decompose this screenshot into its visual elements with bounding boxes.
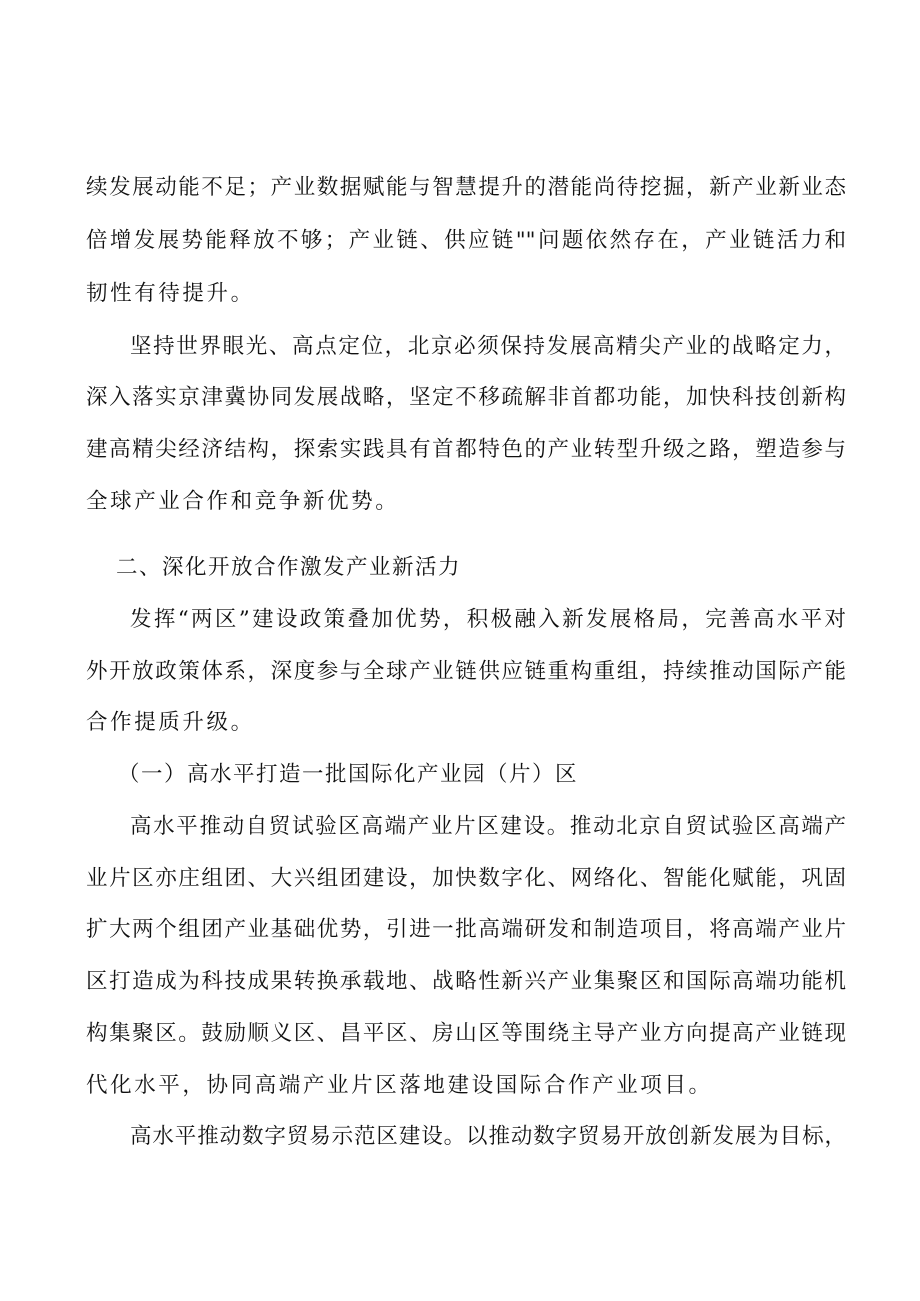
subsection-heading: （一）高水平打造一批国际化产业园（片）区	[118, 762, 579, 787]
paragraph-line: 区打造成为科技成果转换承载地、战略性新兴产业集聚区和国际高端功能机	[86, 969, 846, 994]
paragraph-line: 扩大两个组团产业基础优势，引进一批高端研发和制造项目，将高端产业片	[86, 917, 846, 942]
paragraph-line: 合作提质升级。	[86, 710, 255, 735]
paragraph-line: 业片区亦庄组团、大兴组团建设，加快数字化、网络化、智能化赋能，巩固	[86, 866, 846, 891]
paragraph-line: 建高精尖经济结构，探索实践具有首都特色的产业转型升级之路，塑造参与	[86, 437, 846, 462]
paragraph-line: 外开放政策体系，深度参与全球产业链供应链重构重组，持续推动国际产能	[86, 659, 846, 684]
paragraph-line: 续发展动能不足；产业数据赋能与智慧提升的潜能尚待挖掘，新产业新业态	[86, 175, 846, 200]
paragraph-line: 构集聚区。鼓励顺义区、昌平区、房山区等围绕主导产业方向提高产业链现	[86, 1021, 846, 1046]
paragraph-line: 深入落实京津冀协同发展战略，坚定不移疏解非首都功能，加快科技创新构	[86, 385, 846, 410]
paragraph-line: 高水平推动数字贸易示范区建设。以推动数字贸易开放创新发展为目标，	[130, 1124, 846, 1149]
paragraph-line: 发挥“两区”建设政策叠加优势，积极融入新发展格局，完善高水平对	[130, 607, 846, 632]
paragraph-line: 韧性有待提升。	[86, 281, 255, 306]
paragraph-line: 全球产业合作和竞争新优势。	[86, 489, 400, 514]
paragraph-line: 倍增发展势能释放不够；产业链、供应链""问题依然存在，产业链活力和	[86, 228, 846, 253]
paragraph-line: 坚持世界眼光、高点定位，北京必须保持发展高精尖产业的战略定力，	[130, 334, 846, 359]
paragraph-line: 高水平推动自贸试验区高端产业片区建设。推动北京自贸试验区高端产	[130, 814, 846, 839]
section-heading: 二、深化开放合作激发产业新活力	[116, 555, 462, 580]
paragraph-line: 代化水平，协同高端产业片区落地建设国际合作产业项目。	[86, 1073, 713, 1098]
